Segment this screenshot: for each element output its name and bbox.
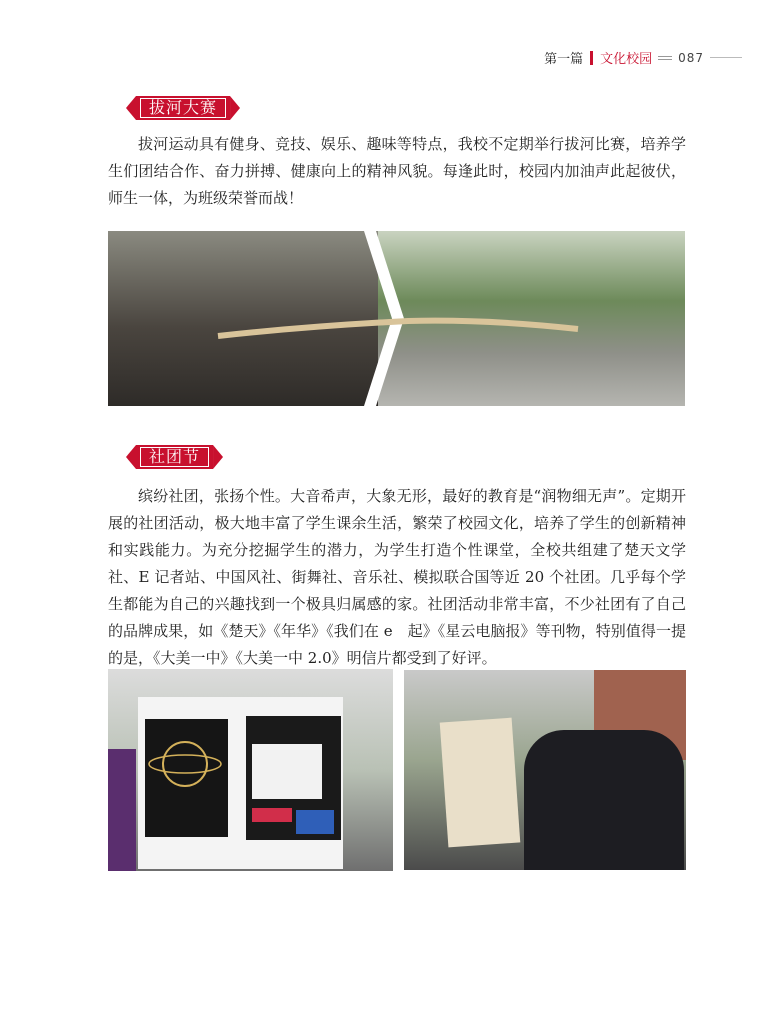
section-banner-club-festival	[126, 445, 223, 469]
students-group	[524, 730, 684, 870]
header-decoration	[658, 56, 672, 60]
poster-planet	[145, 719, 228, 837]
club-students-photo	[404, 670, 686, 870]
paragraph-text: 拔河运动具有健身、竞技、娱乐、趣味等特点，我校不定期举行拔河比赛，培养学生们团结合作、奋力拼搏、健康向上的精神风貌。每逢此时，校园内加油声此起彼伏，师生一体，为班级荣誉而战！	[108, 135, 686, 207]
section-paragraph	[108, 131, 686, 212]
rope-illustration	[108, 231, 685, 406]
header-rule	[710, 57, 742, 58]
student-figure	[108, 749, 136, 871]
section-title: 社团节	[149, 447, 201, 466]
part-label: 第一篇	[544, 52, 584, 67]
planet-icon	[145, 719, 228, 837]
paragraph-text: 缤纷社团，张扬个性。大音希声，大象无形，最好的教育是“润物细无声”。定期开展的社团活动，极大地丰富了学生课余生活，繁荣了校园文化，培养了学生的创新精神和实践能力。为充分挖掘学生的潜力，为学生打造个性课堂，全校共组建了楚天文学社、E 记者站、中国风社、街舞社、音乐社、模拟联合国等近 20 个社团。几乎每个学生都能为自己的兴趣找到一个极具归属感的家。社团活动非常丰富，不少社团有了自己的品牌成果，如《楚天》《年华》《我们在 e 起》《星云电脑报》等刊物，特别值得一提的是，《大美一中》《大美一中 2.0》明信片都受到了好评。	[108, 487, 686, 667]
section-title: 拔河大赛	[149, 98, 218, 117]
section-label: 文化校园	[600, 52, 653, 67]
section-paragraph	[108, 483, 686, 672]
page-header	[544, 48, 742, 67]
page-number: 087	[678, 50, 704, 65]
poster-graphic	[246, 716, 341, 840]
poster-handwritten	[246, 716, 341, 840]
header-divider	[590, 51, 593, 65]
club-poster-photo	[108, 669, 393, 871]
tug-of-war-photo	[108, 231, 685, 406]
section-banner-tug-of-war	[126, 96, 240, 120]
club-display-board	[440, 718, 521, 848]
